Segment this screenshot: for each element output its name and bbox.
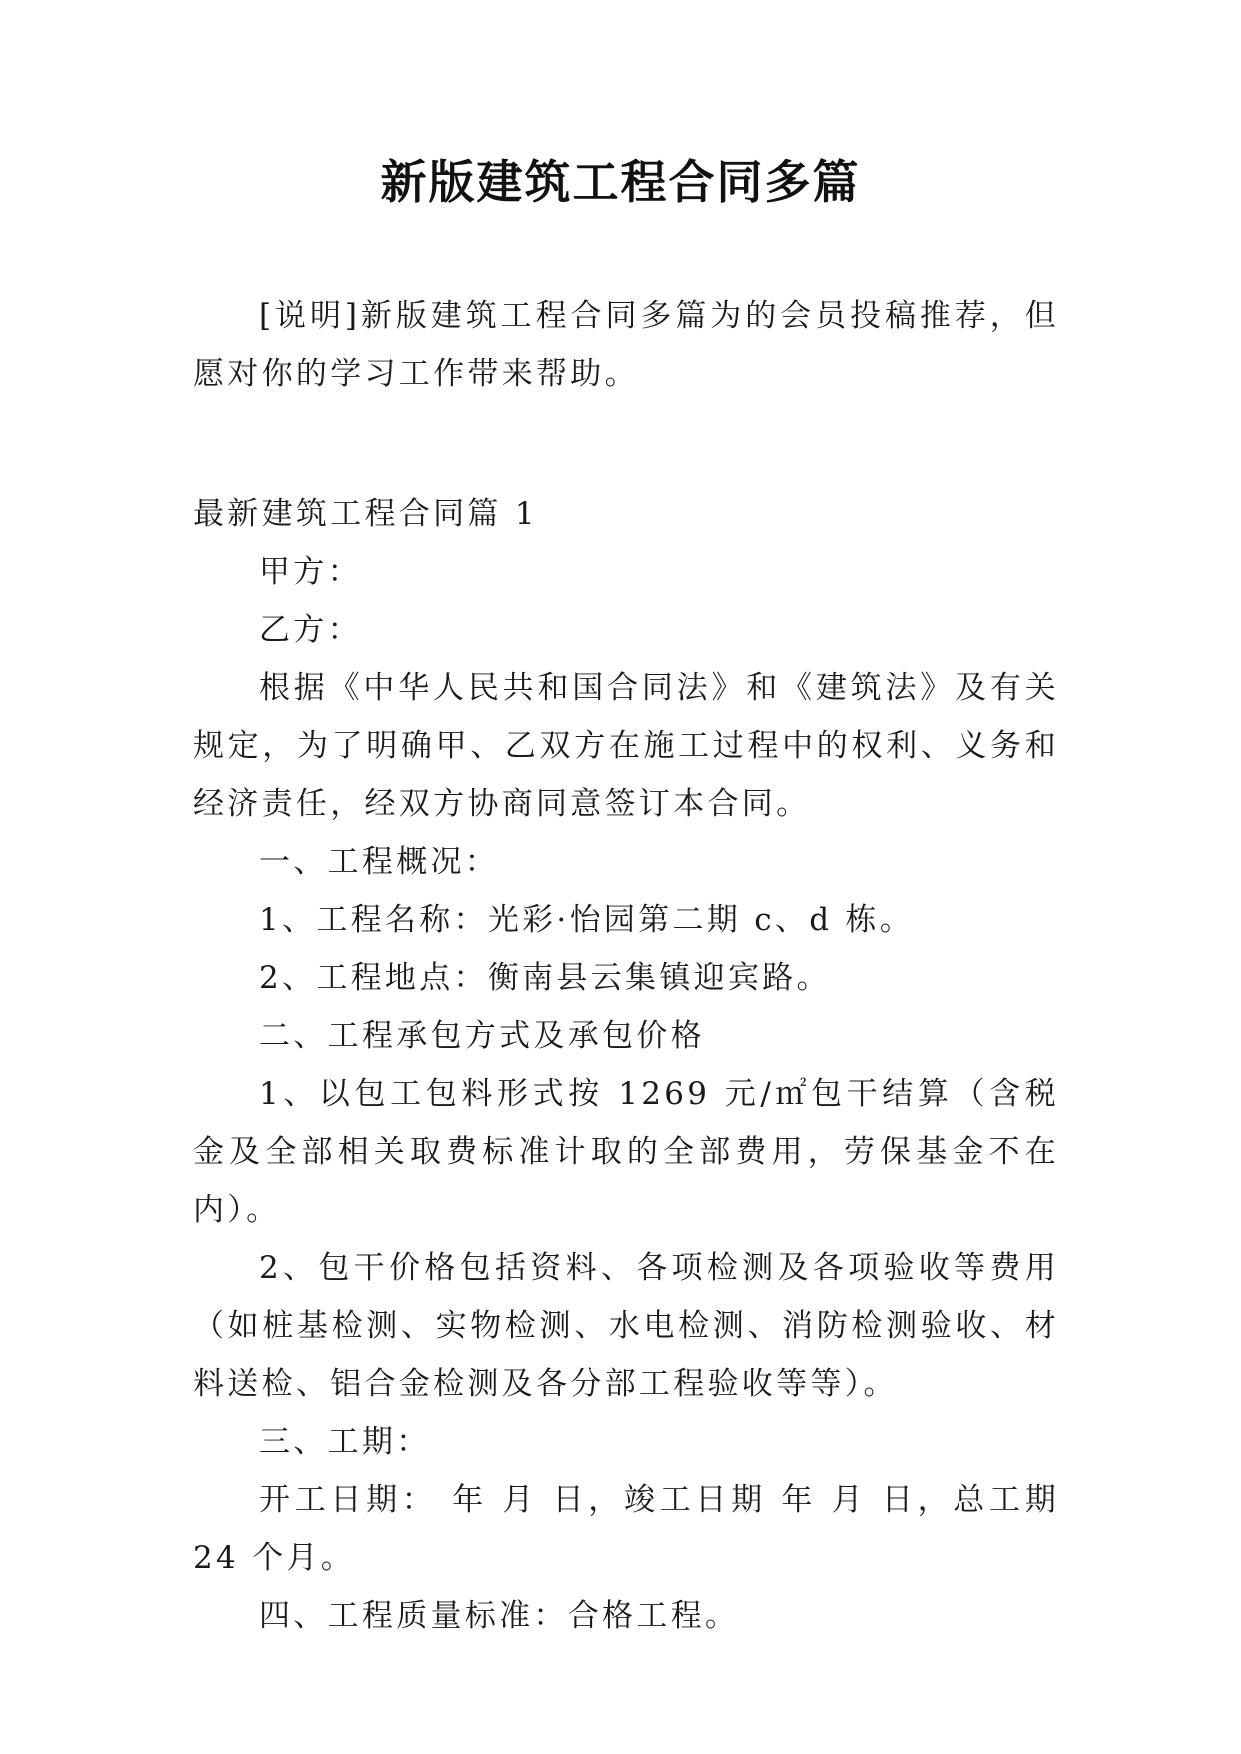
party-a-line: 甲方：: [259, 554, 362, 590]
document-body: [193, 287, 1059, 1645]
clause-schedule-dates: 开工日期： 年 月 日，竣工日期 年 月 日，总工期 24 个月。: [193, 1482, 1059, 1576]
clause-heading-contracting: 二、工程承包方式及承包价格: [259, 1018, 705, 1054]
clause-project-location: 2、工程地点：衡南县云集镇迎宾路。: [259, 960, 831, 996]
spacer: [193, 403, 1059, 485]
clause-heading-schedule: 三、工期：: [259, 1424, 431, 1460]
document-title: 新版建筑工程合同多篇: [380, 155, 861, 209]
clause-quality-standard: 四、工程质量标准：合格工程。: [259, 1598, 740, 1634]
party-b-line: 乙方：: [259, 612, 362, 648]
clause-heading-overview: 一、工程概况：: [259, 844, 500, 880]
intro-paragraph: [说明]新版建筑工程合同多篇为的会员投稿推荐，但愿对你的学习工作带来帮助。: [193, 298, 1059, 392]
preamble-paragraph: 根据《中华人民共和国合同法》和《建筑法》及有关规定，为了明确甲、乙双方在施工过程中的权利、义务和经济责任，经双方协商同意签订本合同。: [193, 670, 1059, 822]
clause-price-scope: 2、包干价格包括资料、各项检测及各项验收等费用（如桩基检测、实物检测、水电检测、消防检测验收、材料送检、铝合金检测及各分部工程验收等等）。: [193, 1250, 1059, 1402]
clause-price: 1、以包工包料形式按 1269 元/㎡包干结算（含税金及全部相关取费标准计取的全部费用，劳保基金不在内）。: [193, 1076, 1059, 1228]
clause-project-name: 1、工程名称：光彩·怡园第二期 c、d 栋。: [259, 902, 915, 938]
section-heading: 最新建筑工程合同篇 1: [193, 496, 538, 532]
